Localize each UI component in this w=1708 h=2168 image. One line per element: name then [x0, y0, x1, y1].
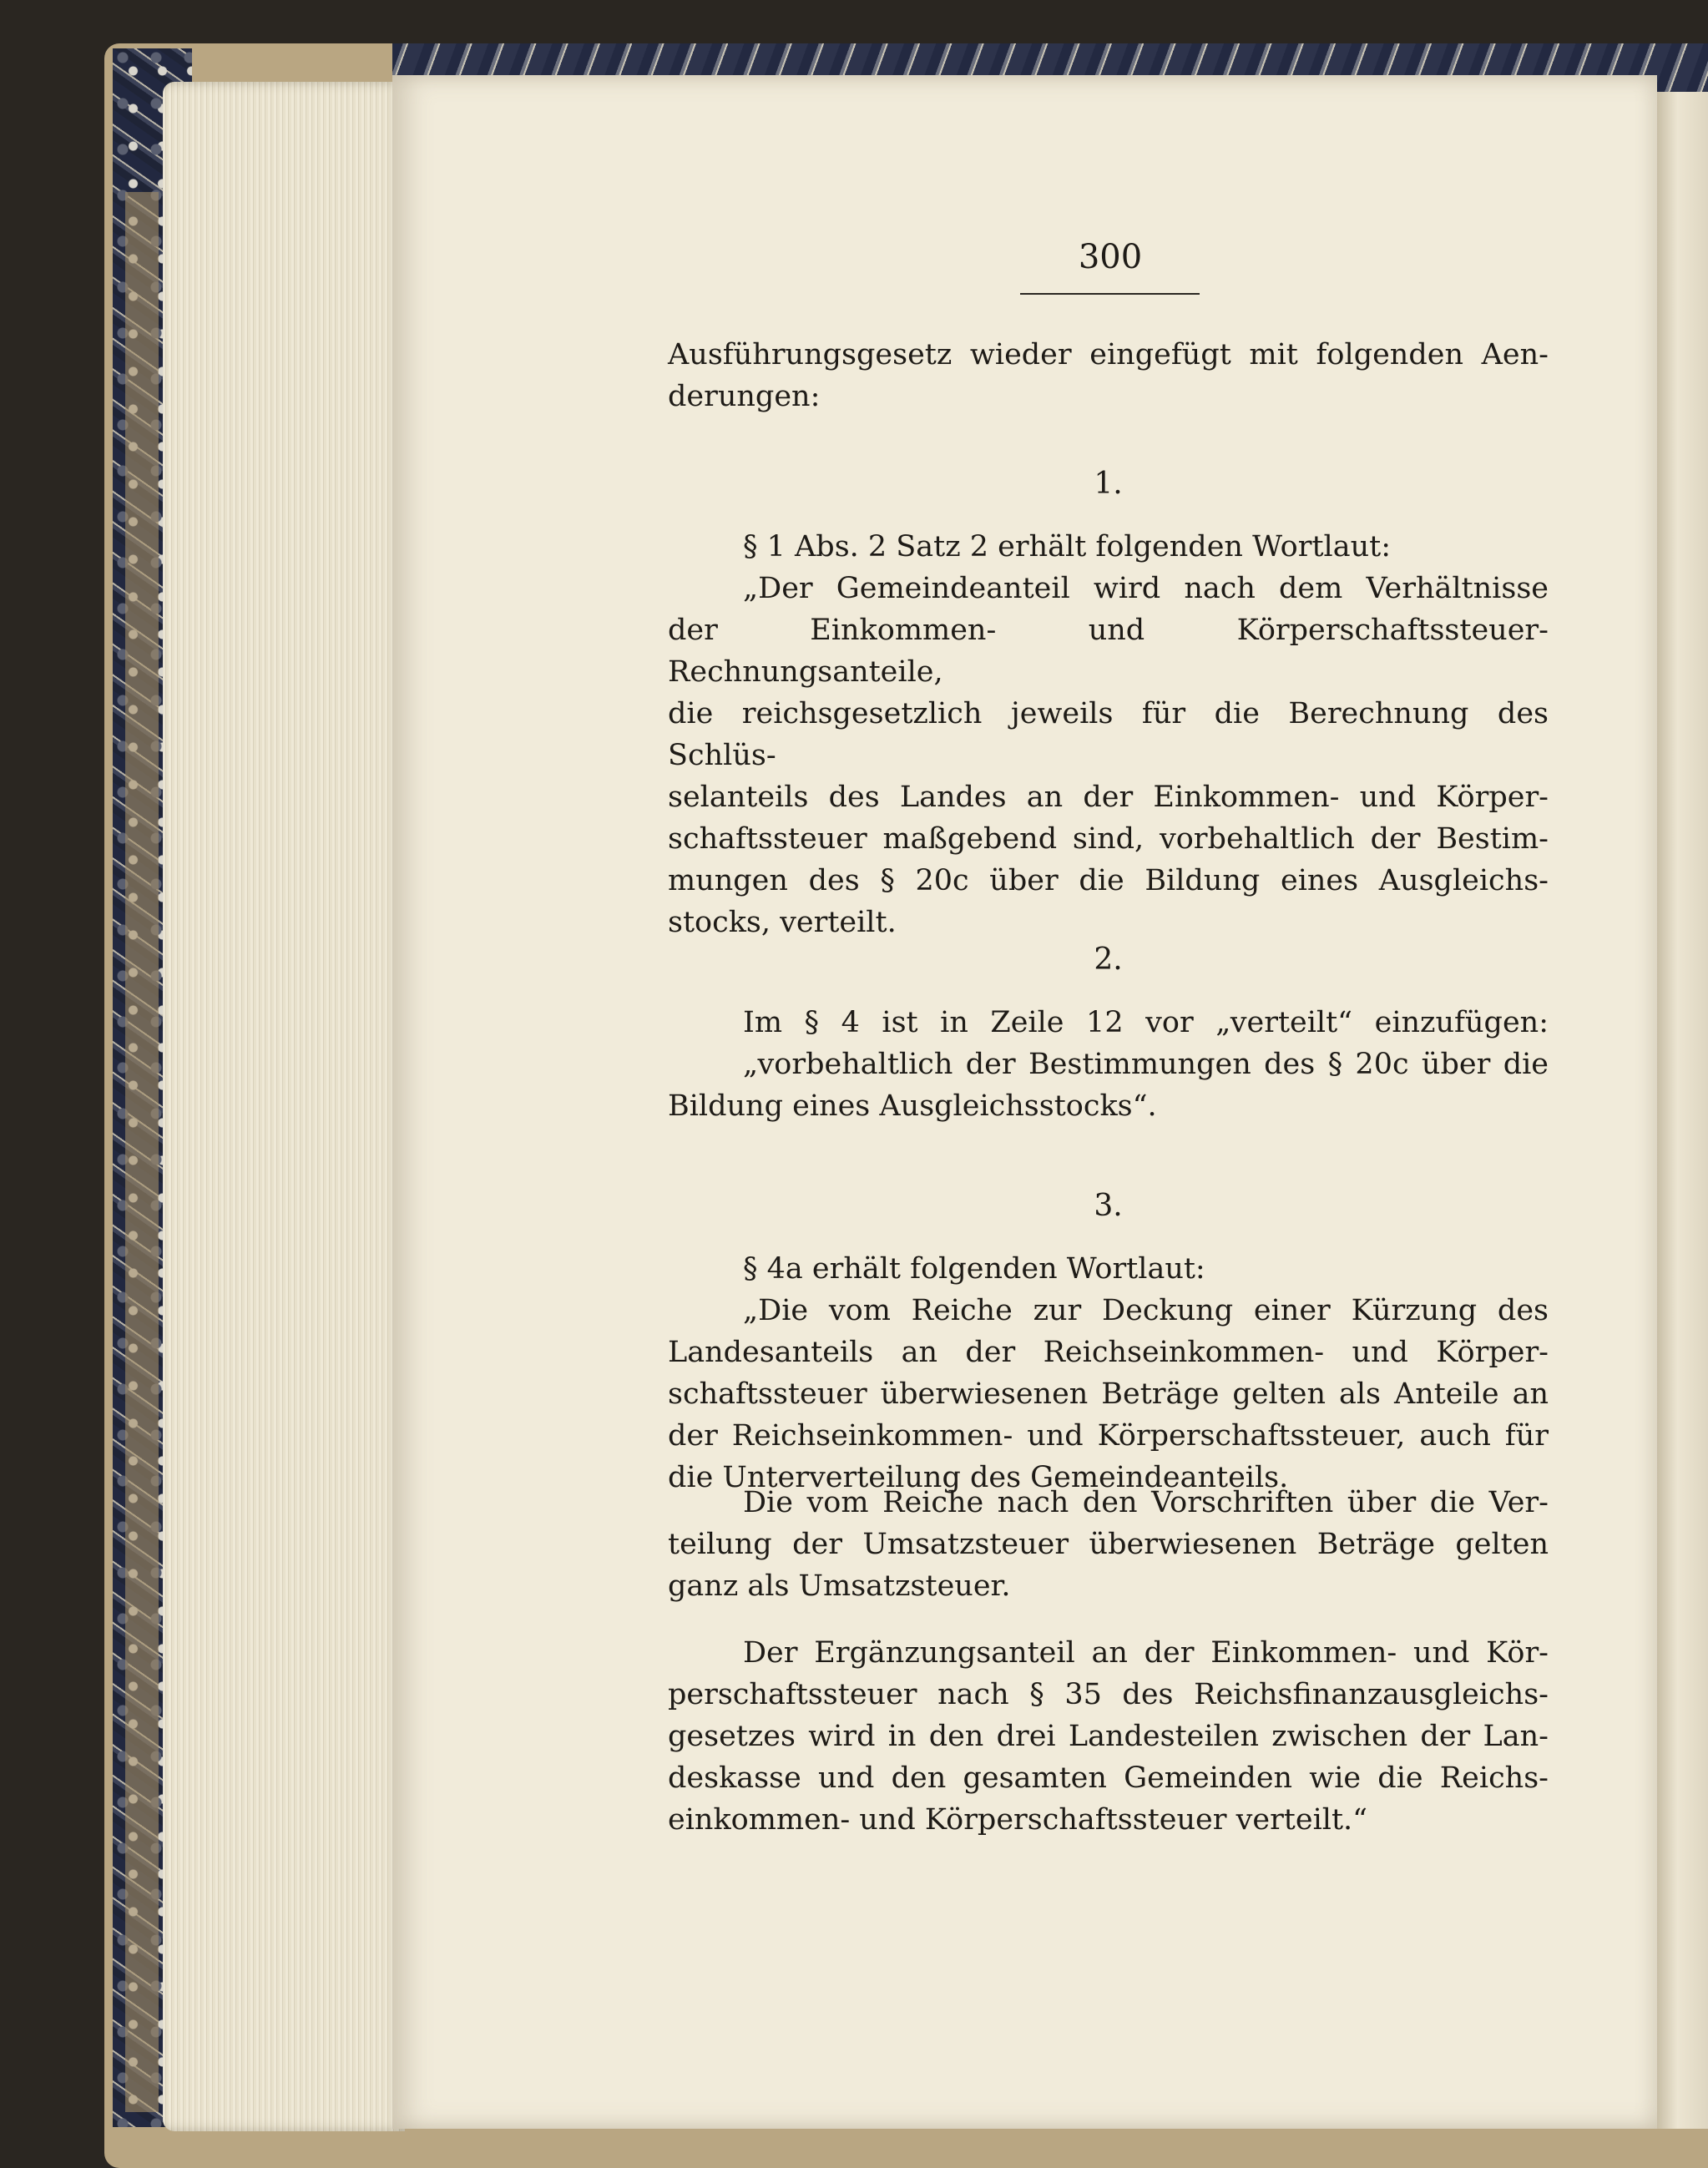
section-3-paragraph-3 [668, 1632, 1549, 1841]
text-line: die Unterverteilung des Gemeindeanteils. [668, 1461, 1289, 1494]
section-3-body [668, 1248, 1549, 1498]
section-2-body [668, 1002, 1549, 1127]
text-line: Landesanteils an der Reichseinkommen- und Körper- [668, 1336, 1549, 1369]
section-number: 3. [1094, 1189, 1123, 1223]
section-1-body [668, 526, 1549, 943]
page-block-edge [163, 82, 405, 2131]
section-heading: Im § 4 ist in Zeile 12 vor „verteilt“ einzufügen: [743, 1006, 1549, 1039]
text-line: „Der Gemeindeanteil wird nach dem Verhältnisse [743, 572, 1549, 605]
section-heading: § 4a erhält folgenden Wortlaut: [743, 1252, 1205, 1286]
text-line: stocks, verteilt. [668, 906, 897, 939]
text-line: schaftssteuer maßgebend sind, vorbehaltlich der Bestim- [668, 822, 1549, 856]
section-heading: § 1 Abs. 2 Satz 2 erhält folgenden Wortlaut: [743, 530, 1391, 563]
header-rule [1020, 293, 1200, 295]
cover-leather-strip [125, 192, 159, 2112]
page-number: 300 [1078, 238, 1143, 276]
text-line: Ausführungsgesetz wieder eingefügt mit folgenden Aen- [668, 338, 1549, 371]
text-line: Die vom Reiche nach den Vorschriften über die Ver- [743, 1486, 1549, 1519]
text-line: der Reichseinkommen- und Körperschaftssteuer, auch für [668, 1419, 1549, 1453]
text-line: der Einkommen- und Körperschaftssteuer-Rechnungsanteile, [668, 614, 1549, 689]
text-line: selanteils des Landes an der Einkommen- und Körper- [668, 781, 1549, 814]
section-2 [668, 939, 1549, 981]
section-3 [668, 1185, 1549, 1227]
text-line: einkommen- und Körperschaftssteuer verteilt.“ [668, 1803, 1368, 1837]
text-line: Bildung eines Ausgleichsstocks“. [668, 1089, 1157, 1123]
text-line: perschaftssteuer nach § 35 des Reichsfinanzausgleichs- [668, 1678, 1549, 1711]
section-3-paragraph-2 [668, 1482, 1549, 1607]
text-line: gesetzes wird in den drei Landesteilen zwischen der Lan- [668, 1720, 1549, 1753]
text-line: deskasse und den gesamten Gemeinden wie die Reichs- [668, 1761, 1549, 1795]
text-line: schaftssteuer überwiesenen Beträge gelten als Anteile an [668, 1377, 1549, 1411]
text-line: „vorbehaltlich der Bestimmungen des § 20c über die [743, 1048, 1549, 1081]
text-line: Der Ergänzungsanteil an der Einkommen- und Kör- [743, 1636, 1549, 1670]
section-number: 1. [1094, 467, 1123, 501]
text-line: derungen: [668, 380, 821, 413]
text-line: mungen des § 20c über die Bildung eines Ausgleichs- [668, 864, 1549, 897]
section-number: 2. [1094, 942, 1123, 977]
intro-paragraph [668, 334, 1549, 417]
text-line: teilung der Umsatzsteuer überwiesenen Beträge gelten [668, 1528, 1549, 1561]
text-line: „Die vom Reiche zur Deckung einer Kürzung des [743, 1294, 1549, 1327]
section-1 [668, 463, 1549, 505]
text-line: die reichsgesetzlich jeweils für die Berechnung des Schlüs- [668, 697, 1549, 772]
text-line: ganz als Umsatzsteuer. [668, 1569, 1011, 1603]
next-page-edge [1657, 92, 1708, 2129]
